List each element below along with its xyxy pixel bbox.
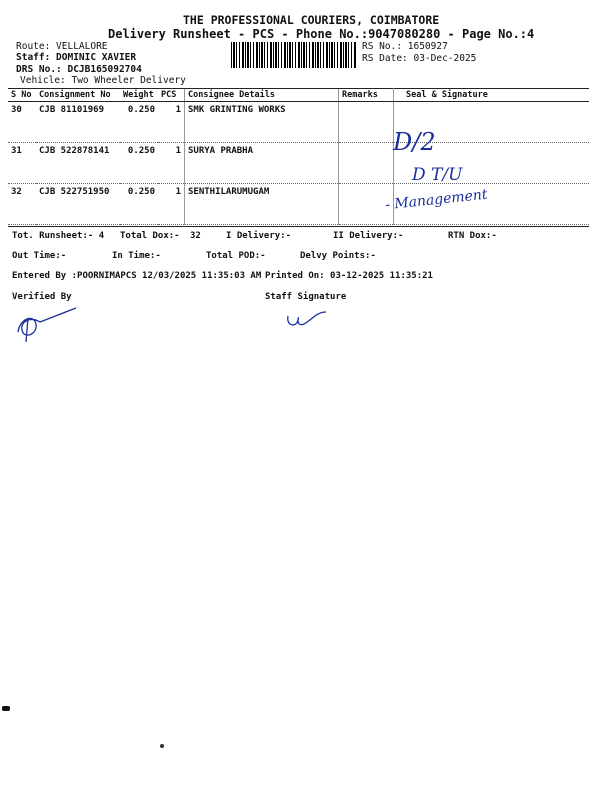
col-consignee: Consignee Details	[185, 89, 339, 102]
i-delivery: I Delivery:-	[226, 231, 292, 241]
row-pcs: 1	[158, 102, 185, 143]
row-sno: 32	[8, 184, 36, 225]
staff-label: Staff: DOMINIC XAVIER	[16, 52, 137, 63]
row-sno: 31	[8, 143, 36, 184]
tot-runsheet: Tot. Runsheet:- 4	[12, 231, 105, 241]
route-label: Route: VELLALORE	[16, 41, 108, 52]
vehicle-label: Vehicle: Two Wheeler Delivery	[20, 75, 186, 86]
drs-number: DRS No.: DCJB165092704	[16, 64, 142, 75]
rtn-dox: RTN Dox:-	[448, 231, 497, 241]
rs-number: RS No.: 1650927	[362, 41, 448, 52]
barcode-image	[231, 42, 357, 68]
row-sno: 30	[8, 102, 36, 143]
row-weight: 0.250	[120, 184, 158, 225]
row-consignee: SURYA PRABHA	[185, 143, 339, 184]
table-row	[8, 143, 589, 184]
row-consignment: CJB 81101969	[36, 102, 120, 143]
row-pcs: 1	[158, 143, 185, 184]
scan-speck	[160, 744, 164, 748]
verified-signature-icon	[14, 302, 84, 346]
runsheet-table	[8, 88, 589, 225]
col-remarks: Remarks	[339, 89, 394, 102]
table-header-row	[8, 89, 589, 102]
out-time: Out Time:-	[12, 251, 67, 261]
col-weight: Weight	[120, 89, 158, 102]
staff-signature-icon	[282, 304, 332, 334]
row-consignment: CJB 522751950	[36, 184, 120, 225]
rs-date: RS Date: 03-Dec-2025	[362, 53, 477, 64]
handwritten-mark-dtu: D T/U	[412, 165, 463, 185]
printed-on: Printed On: 03-12-2025 11:35:21	[265, 271, 433, 281]
row-consignee: SENTHILARUMUGAM	[185, 184, 339, 225]
total-pod: Total POD:-	[206, 251, 266, 261]
handwritten-mark-d2: D/2	[393, 128, 436, 156]
row-pcs: 1	[158, 184, 185, 225]
delvy-points: Delvy Points:-	[300, 251, 376, 261]
row-consignment: CJB 522878141	[36, 143, 120, 184]
company-title: THE PROFESSIONAL COURIERS, COIMBATORE	[183, 13, 440, 27]
col-consignment: Consignment No	[36, 89, 120, 102]
ii-delivery: II Delivery:-	[333, 231, 404, 241]
total-dox-label: Total Dox:-	[120, 231, 180, 241]
col-seal: Seal & Signature	[394, 89, 590, 102]
row-remarks	[339, 143, 394, 184]
in-time: In Time:-	[112, 251, 161, 261]
runsheet-subtitle: Delivery Runsheet - PCS - Phone No.:9047080280 - Page No.:4	[108, 27, 535, 41]
total-dox-value: 32	[190, 231, 201, 241]
row-weight: 0.250	[120, 143, 158, 184]
handwritten-mark-management: - Management	[384, 186, 489, 214]
summary-separator	[8, 226, 589, 227]
row-weight: 0.250	[120, 102, 158, 143]
col-pcs: PCS	[158, 89, 185, 102]
col-sno: S No	[8, 89, 36, 102]
entered-by: Entered By :POORNIMAPCS 12/03/2025 11:35:03 AM	[12, 271, 262, 281]
table-row	[8, 102, 589, 143]
row-remarks	[339, 102, 394, 143]
scan-speck	[2, 706, 10, 711]
table-row	[8, 184, 589, 225]
verified-by-label: Verified By	[12, 292, 72, 302]
row-consignee: SMK GRINTING WORKS	[185, 102, 339, 143]
staff-signature-label: Staff Signature	[265, 292, 347, 302]
